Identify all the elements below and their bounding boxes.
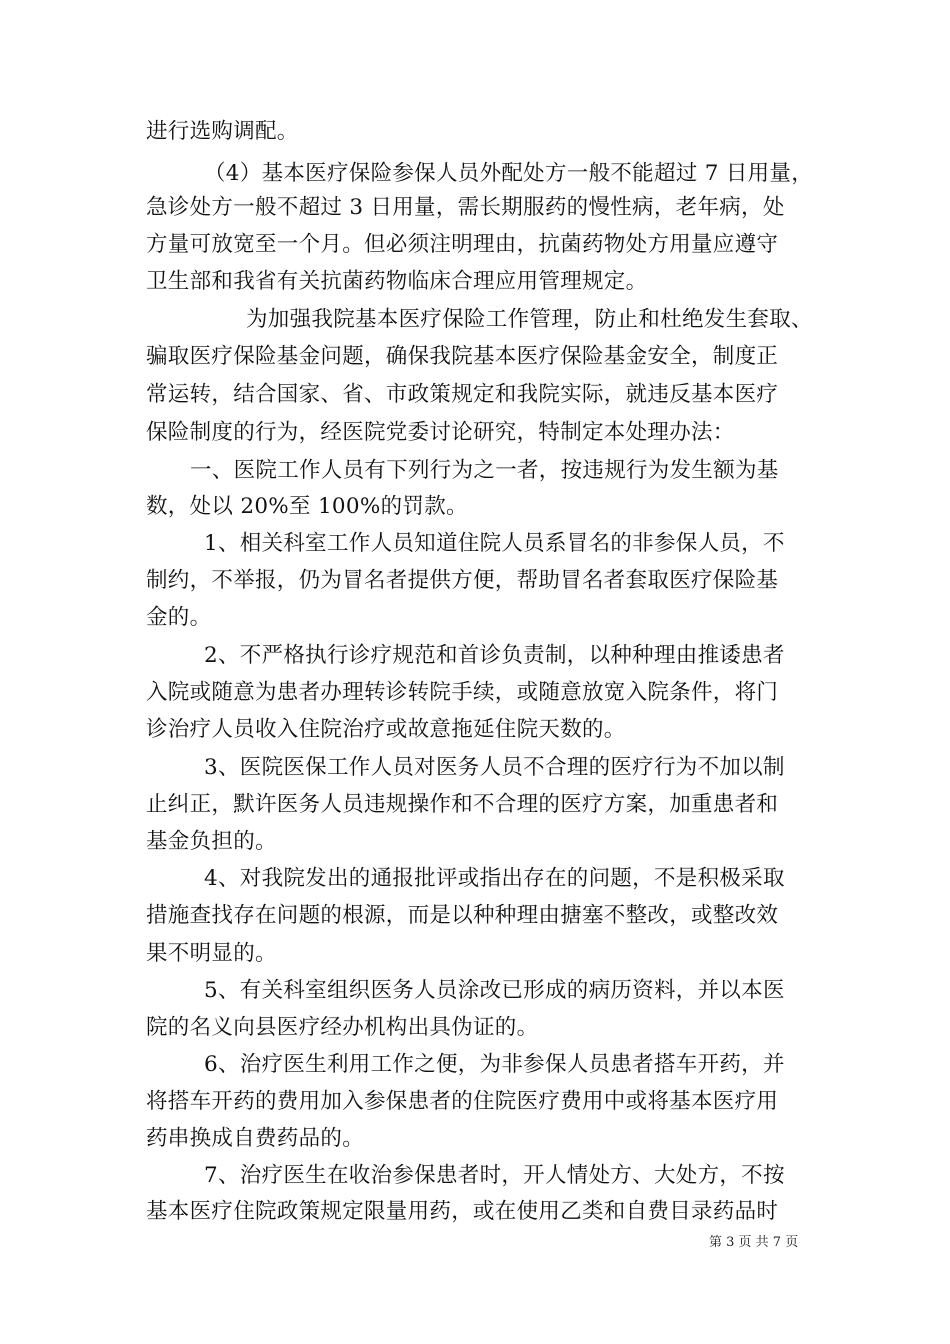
text-line: 为加强我院基本医疗保险工作管理，防止和杜绝发生套取、 bbox=[246, 307, 813, 332]
text-line: 措施查找存在问题的根源，而是以种种理由搪塞不整改，或整改效 bbox=[146, 903, 779, 928]
text-line: 制约，不举报，仍为冒名者提供方便，帮助冒名者套取医疗保险基 bbox=[146, 568, 779, 593]
text-line: 3、医院医保工作人员对医务人员不合理的医疗行为不加以制 bbox=[204, 755, 785, 780]
text-line: 果不明显的。 bbox=[146, 941, 277, 966]
text-line: 药串换成自费药品的。 bbox=[146, 1126, 365, 1151]
page-number-footer: 第 3 页 共 7 页 bbox=[709, 1235, 799, 1250]
text-line: 6、治疗医生利用工作之便，为非参保人员患者搭车开药，并 bbox=[204, 1052, 785, 1077]
text-line: 金的。 bbox=[146, 605, 212, 630]
text-line: 卫生部和我省有关抗菌药物临床合理应用管理规定。 bbox=[146, 269, 648, 294]
text-line: 5、有关科室组织医务人员涂改已形成的病历资料，并以本医 bbox=[204, 978, 785, 1003]
text-line: 急诊处方一般不超过 3 日用量，需长期服药的慢性病，老年病，处 bbox=[146, 195, 785, 220]
text-line: 骗取医疗保险基金问题，确保我院基本医疗保险基金安全，制度正 bbox=[146, 344, 779, 369]
text-line: 方量可放宽至一个月。但必须注明理由，抗菌药物处方用量应遵守 bbox=[146, 232, 779, 257]
text-line: 4、对我院发出的通报批评或指出存在的问题，不是积极采取 bbox=[204, 866, 785, 891]
text-line: 进行选购调配。 bbox=[146, 119, 299, 144]
text-line: 止纠正，默许医务人员违规操作和不合理的医疗方案，加重患者和 bbox=[146, 792, 779, 817]
text-line: （4）基本医疗保险参保人员外配处方一般不能超过 7 日用量， bbox=[204, 161, 814, 186]
text-line: 基金负担的。 bbox=[146, 829, 277, 854]
text-line: 诊治疗人员收入住院治疗或故意拖延住院天数的。 bbox=[146, 717, 626, 742]
text-line: 基本医疗住院政策规定限量用药，或在使用乙类和自费目录药品时 bbox=[146, 1199, 779, 1224]
text-line: 保险制度的行为，经医院党委讨论研究，特制定本处理办法： bbox=[146, 420, 735, 445]
text-line: 院的名义向县医疗经办机构出具伪证的。 bbox=[146, 1015, 539, 1040]
text-line: 1、相关科室工作人员知道住院人员系冒名的非参保人员，不 bbox=[204, 531, 785, 556]
text-line: 将搭车开药的费用加入参保患者的住院医疗费用中或将基本医疗用 bbox=[146, 1089, 779, 1114]
text-line: 7、治疗医生在收治参保患者时，开人情处方、大处方，不按 bbox=[204, 1163, 785, 1188]
text-line: 入院或随意为患者办理转诊转院手续，或随意放宽入院条件，将门 bbox=[146, 680, 779, 705]
text-line: 数，处以 20%至 100%的罚款。 bbox=[146, 494, 468, 519]
text-line: 常运转，结合国家、省、市政策规定和我院实际，就违反基本医疗 bbox=[146, 382, 779, 407]
text-line: 2、不严格执行诊疗规范和首诊负责制，以种种理由推诿患者 bbox=[204, 643, 785, 668]
text-line: 一、医院工作人员有下列行为之一者，按违规行为发生额为基 bbox=[190, 458, 779, 483]
